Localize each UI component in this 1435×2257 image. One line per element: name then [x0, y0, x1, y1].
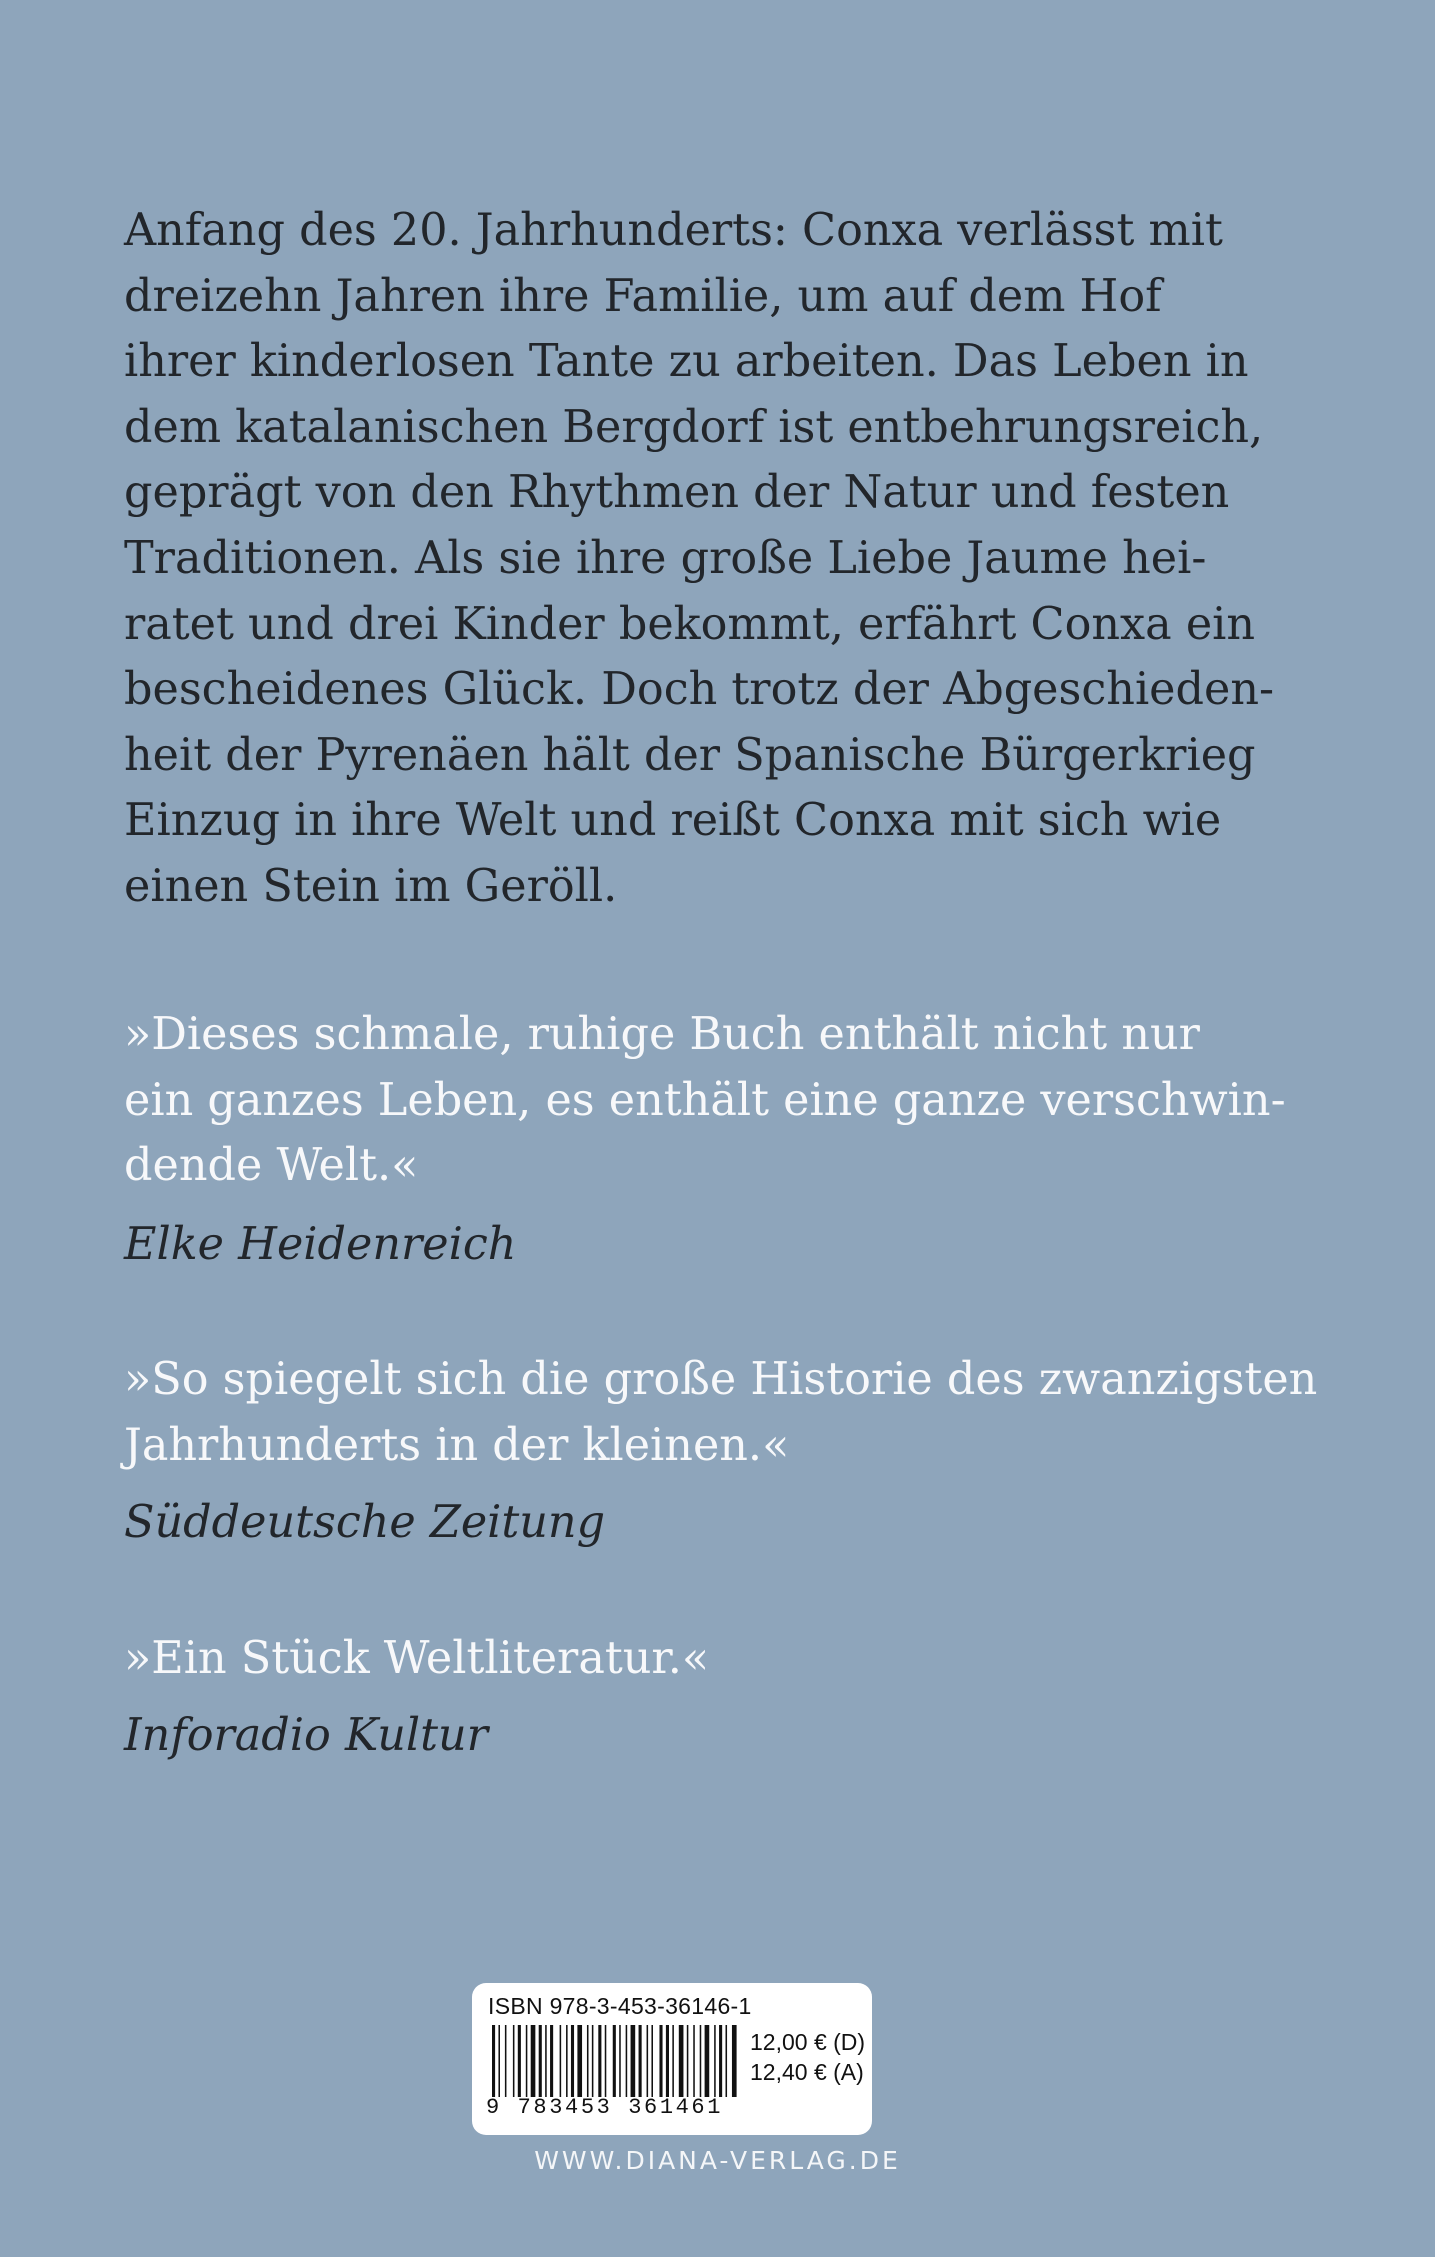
blurb-line: Einzug in ihre Welt und reißt Conxa mit sich wie	[124, 795, 1222, 847]
blurb-line: Anfang des 20. Jahrhunderts: Conxa verlässt mit	[124, 205, 1223, 256]
blurb-line: geprägt von den Rhythmen der Natur und festen	[124, 467, 1230, 519]
review-quote: »Dieses schmale, ruhige Buch enthält nicht nur ein ganzes Leben, es enthält eine ganze verschwin- dende Welt.«	[124, 1009, 1286, 1192]
ean-digits: 9 783453 361461	[486, 2095, 724, 2120]
review-source: Inforadio Kultur	[124, 1710, 488, 1761]
blurb-line: dem katalanischen Bergdorf ist entbehrungsreich,	[124, 401, 1264, 453]
isbn-text: ISBN 978-3-453-36146-1	[488, 1993, 752, 2019]
publisher-website: WWW.DIANA-VERLAG.DE	[534, 2146, 901, 2175]
blurb-line: einen Stein im Geröll.	[124, 860, 618, 912]
barcode-label	[472, 1983, 872, 2135]
review-quote: »Ein Stück Weltliteratur.«	[124, 1633, 710, 1684]
blurb-line: bescheidenes Glück. Doch trotz der Abgeschieden-	[124, 664, 1275, 716]
blurb-line: ratet und drei Kinder bekommt, erfährt Conxa ein	[124, 598, 1256, 650]
blurb-text	[124, 198, 1275, 920]
blurb-line: Traditionen. Als sie ihre große Liebe Jaume hei-	[124, 532, 1207, 584]
price-germany: 12,00 € (D)	[750, 2029, 866, 2055]
review-quote: »So spiegelt sich die große Historie des zwanzigsten Jahrhunderts in der kleinen.«	[124, 1354, 1318, 1471]
blurb-line: ihrer kinderlosen Tante zu arbeiten. Das Leben in	[124, 336, 1249, 388]
review-source: Süddeutsche Zeitung	[124, 1497, 606, 1548]
blurb-line: heit der Pyrenäen hält der Spanische Bürgerkrieg	[124, 729, 1256, 781]
price-austria: 12,40 € (A)	[750, 2059, 864, 2085]
blurb-line: dreizehn Jahren ihre Familie, um auf dem Hof	[124, 270, 1162, 322]
review-source: Elke Heidenreich	[124, 1219, 517, 1270]
